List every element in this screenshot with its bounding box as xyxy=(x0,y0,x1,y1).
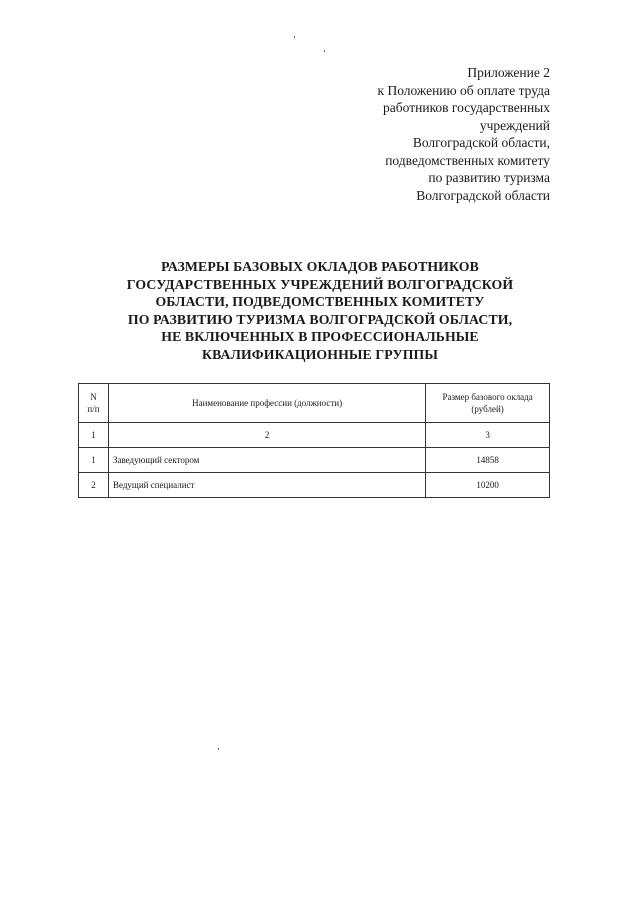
title-line: КВАЛИФИКАЦИОННЫЕ ГРУППЫ xyxy=(201,346,439,362)
column-number: 2 xyxy=(108,423,425,448)
column-number: 3 xyxy=(426,423,550,448)
row-position: Заведующий сектором xyxy=(108,448,425,473)
column-number-row xyxy=(79,423,550,448)
header-salary-line: Размер базового оклада xyxy=(442,392,533,402)
header-position: Наименование профессии (должности) xyxy=(108,384,425,423)
header-salary xyxy=(426,384,550,423)
row-number: 2 xyxy=(79,473,109,498)
annex-line: по развитию туризма xyxy=(428,170,550,185)
title-line: НЕ ВКЛЮЧЕННЫХ В ПРОФЕССИОНАЛЬНЫЕ xyxy=(161,329,479,345)
salary-table xyxy=(78,383,550,498)
header-salary-line: (рублей) xyxy=(471,404,504,414)
table-row xyxy=(79,473,550,498)
header-number xyxy=(79,384,109,423)
row-number: 1 xyxy=(79,448,109,473)
scan-speck xyxy=(294,36,295,38)
table-row xyxy=(79,448,550,473)
column-number: 1 xyxy=(79,423,109,448)
title-line: ОБЛАСТИ, ПОДВЕДОМСТВЕННЫХ КОМИТЕТУ xyxy=(155,294,485,310)
header-number-line: N xyxy=(90,392,97,402)
scan-speck xyxy=(218,748,219,750)
annex-line: подведомственных комитету xyxy=(385,152,550,168)
title-line: ПО РАЗВИТИЮ ТУРИЗМА ВОЛГОГРАДСКОЙ ОБЛАСТИ, xyxy=(127,311,513,327)
annex-line: Волгоградской области xyxy=(416,187,550,203)
row-position: Ведущий специалист xyxy=(108,473,425,498)
header-number-line: п/п xyxy=(87,404,100,414)
document-title xyxy=(70,258,570,364)
row-salary: 14858 xyxy=(426,448,550,473)
annex-line: Волгоградской области, xyxy=(412,135,550,150)
annex-line: Приложение 2 xyxy=(467,65,550,80)
scan-speck xyxy=(324,50,325,52)
row-salary: 10200 xyxy=(426,473,550,498)
annex-line: учреждений xyxy=(479,117,550,133)
annex-line: к Положению об оплате труда xyxy=(377,82,550,98)
title-line: ГОСУДАРСТВЕННЫХ УЧРЕЖДЕНИЙ ВОЛГОГРАДСКОЙ xyxy=(126,276,514,292)
table-header-row xyxy=(79,384,550,423)
title-line: РАЗМЕРЫ БАЗОВЫХ ОКЛАДОВ РАБОТНИКОВ xyxy=(161,259,479,274)
annex-line: работников государственных xyxy=(383,100,550,115)
annex-block xyxy=(310,64,550,204)
